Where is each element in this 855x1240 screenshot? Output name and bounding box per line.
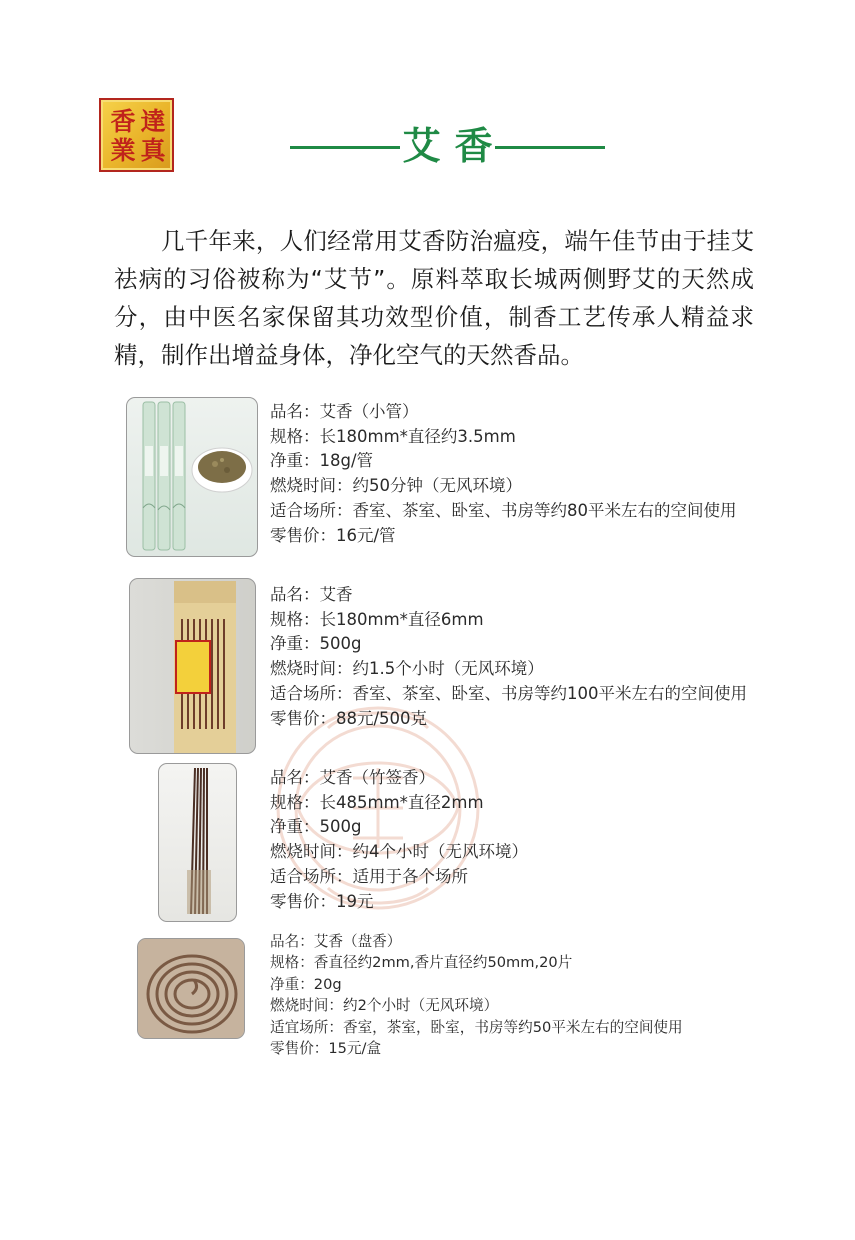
product-photo-bundle [129,578,256,754]
product-burn-time: 燃烧时间：约50分钟（无风环境） [270,476,522,496]
coil-incense-image [138,939,245,1039]
product-price: 零售价：16元/管 [270,525,396,545]
product-price: 零售价：19元 [270,891,374,911]
product-burn-time: 燃烧时间：约4个小时（无风环境） [270,842,528,862]
product-photo-coil [137,938,245,1039]
brand-logo-seal [99,98,174,172]
product-venue: 适合场所：香室、茶室、卧室、书房等约100平米左右的空间使用 [270,683,747,703]
product-price: 零售价：15元/盒 [270,1040,382,1058]
page-title-row [285,118,610,174]
product-size: 规格：长180mm*直径6mm [270,609,484,629]
product-spec-block [270,583,770,731]
product-weight: 净重：500g [270,817,362,837]
intro-paragraph: 几千年来，人们经常用艾香防治瘟疫，端午佳节由于挂艾祛病的习俗被称为“艾节”。原料萃取长城两侧野艾的天然成分，由中医名家保留其功效型价值，制香工艺传承人精益求精，制作出增益身体，净化空气的天然香品。 [114,227,754,369]
stick-bundle-image [130,579,256,754]
product-size: 规格：香直径约2mm,香片直径约50mm,20片 [270,954,573,972]
logo-char: 真 [140,136,166,165]
product-spec-block [270,766,770,914]
product-photo-bamboo-stick [158,763,237,922]
product-size: 规格：长485mm*直径2mm [270,792,484,812]
product-name: 品名：艾香（小管） [270,402,419,421]
page-title: 艾香 [402,123,507,168]
product-name: 品名：艾香（盘香） [270,933,402,950]
product-size: 规格：长180mm*直径约3.5mm [270,426,516,446]
logo-char: 達 [140,107,166,136]
tube-incense-image [127,398,258,557]
bamboo-stick-image [159,764,237,922]
product-name: 品名：艾香（竹签香） [270,768,435,787]
logo-char: 香 [110,107,136,136]
product-weight: 净重：20g [270,975,342,993]
product-burn-time: 燃烧时间：约2个小时（无风环境） [270,997,499,1015]
product-photo-small-tube [126,397,258,557]
product-weight: 净重：500g [270,634,362,654]
product-spec-block [270,400,770,548]
product-spec-block [270,931,770,1059]
product-price: 零售价：88元/500克 [270,708,428,728]
product-venue: 适合场所：香室、茶室、卧室、书房等约80平米左右的空间使用 [270,500,737,520]
product-venue: 适宜场所：香室，茶室，卧室，书房等约50平米左右的空间使用 [270,1018,683,1036]
product-weight: 净重：18g/管 [270,451,374,471]
product-name: 品名：艾香 [270,585,353,604]
product-burn-time: 燃烧时间：约1.5个小时（无风环境） [270,659,544,679]
logo-char: 業 [110,136,136,165]
product-venue: 适合场所：适用于各个场所 [270,866,468,886]
